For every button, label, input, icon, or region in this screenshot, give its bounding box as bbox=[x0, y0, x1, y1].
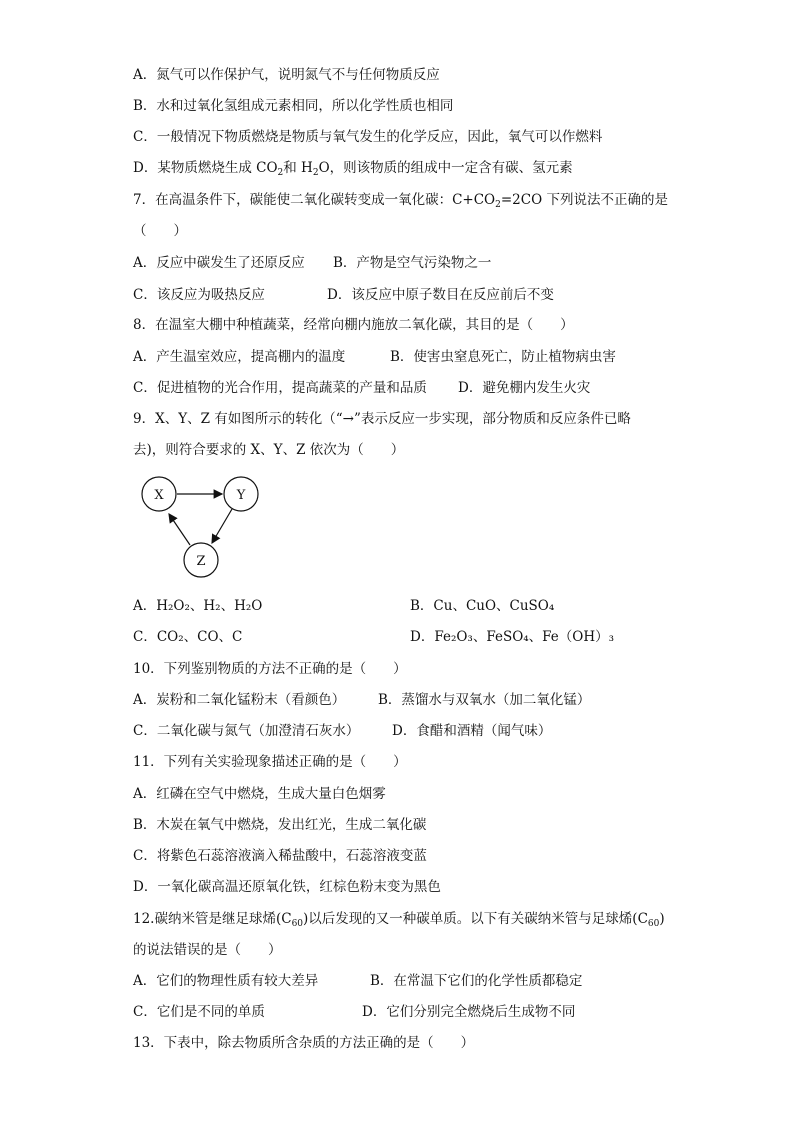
q10-option-d: D．食醋和酒精（闻气味） bbox=[392, 723, 552, 739]
q6-option-d: D．某物质燃烧生成 $CO_2$和 $H_2O$，则该物质的组成中一定含有碳、氢元素 bbox=[133, 160, 573, 178]
node-x-label: X bbox=[154, 488, 164, 503]
q7-option-a: A．反应中碳发生了还原反应 bbox=[133, 255, 305, 271]
q7-stem: 7．在高温条件下，碳能使二氧化碳转变成一氧化碳：$C+CO_2=2CO$ 下列说法不正确的是 bbox=[133, 192, 668, 210]
q11-option-c: C．将紫色石蕊溶液滴入稀盐酸中，石蕊溶液变蓝 bbox=[133, 848, 427, 864]
q10-option-b: B．蒸馏水与双氧水（加二氧化锰） bbox=[378, 692, 591, 708]
q6-option-a: A．氮气可以作保护气，说明氮气不与任何物质反应 bbox=[133, 67, 440, 83]
q12-stem-line2: 的说法错误的是（ ） bbox=[133, 942, 282, 958]
q11-option-d: D．一氧化碳高温还原氧化铁，红棕色粉末变为黑色 bbox=[133, 879, 441, 895]
node-z-label: Z bbox=[196, 554, 206, 569]
q7-option-d: D．该反应中原子数目在反应前后不变 bbox=[327, 287, 554, 303]
q12-stem-line1: 12.碳纳米管是继足球烯$(C_{60})$以后发现的又一种碳单质。以下有关碳纳米管与足球烯$(C_{60})$ bbox=[133, 911, 665, 929]
q9-option-c: C．CO₂、CO、C bbox=[133, 629, 243, 645]
q10-option-c: C．二氧化碳与氮气（加澄清石灰水） bbox=[133, 723, 360, 739]
q7-answer-paren: （ ） bbox=[133, 223, 187, 239]
q10-stem: 10．下列鉴别物质的方法不正确的是（ ） bbox=[133, 661, 407, 677]
q7-option-b: B．产物是空气污染物之一 bbox=[333, 255, 492, 271]
q7-option-c: C．该反应为吸热反应 bbox=[133, 287, 265, 303]
q9-option-d: D．Fe₂O₃、FeSO₄、Fe（OH）₃ bbox=[410, 629, 615, 645]
q11-option-b: B．木炭在氧气中燃烧，发出红光，生成二氧化碳 bbox=[133, 817, 427, 833]
q10-option-a: A．炭粉和二氧化锰粉末（看颜色） bbox=[133, 692, 346, 708]
q12-option-b: B．在常温下它们的化学性质都稳定 bbox=[370, 973, 583, 989]
q9-option-b: B．Cu、CuO、CuSO₄ bbox=[410, 598, 555, 614]
q12-option-c: C．它们是不同的单质 bbox=[133, 1004, 265, 1020]
q6-option-b: B．水和过氧化氢组成元素相同，所以化学性质也相同 bbox=[133, 98, 454, 114]
q9-option-a: A．H₂O₂、H₂、H₂O bbox=[133, 598, 263, 614]
arrow-z-to-x bbox=[169, 514, 190, 545]
q8-option-b: B．使害虫窒息死亡，防止植物病虫害 bbox=[390, 349, 616, 365]
q12-option-a: A．它们的物理性质有较大差异 bbox=[133, 973, 319, 989]
q8-option-d: D．避免棚内发生火灾 bbox=[458, 380, 591, 396]
q8-option-c: C．促进植物的光合作用，提高蔬菜的产量和品质 bbox=[133, 380, 427, 396]
q9-stem-line1: 9．X、Y、Z 有如图所示的转化（“→”表示反应一步实现，部分物质和反应条件已略 bbox=[133, 411, 631, 427]
q13-stem: 13．下表中，除去物质所含杂质的方法正确的是（ ） bbox=[133, 1035, 475, 1051]
q8-stem: 8．在温室大棚中种植蔬菜，经常向棚内施放二氧化碳，其目的是（ ） bbox=[133, 317, 574, 333]
q11-option-a: A．红磷在空气中燃烧，生成大量白色烟雾 bbox=[133, 786, 386, 802]
q9-stem-line2: 去)，则符合要求的 X、Y、Z 依次为（ ） bbox=[133, 442, 405, 458]
arrow-y-to-z bbox=[212, 509, 232, 543]
q12-option-d: D．它们分别完全燃烧后生成物不同 bbox=[362, 1004, 576, 1020]
q6-option-c: C．一般情况下物质燃烧是物质与氧气发生的化学反应，因此，氧气可以作燃料 bbox=[133, 129, 603, 145]
q11-stem: 11．下列有关实验现象描述正确的是（ ） bbox=[133, 754, 407, 770]
q8-option-a: A．产生温室效应，提高棚内的温度 bbox=[133, 349, 346, 365]
node-y-label: Y bbox=[236, 488, 246, 503]
conversion-diagram bbox=[135, 472, 275, 584]
